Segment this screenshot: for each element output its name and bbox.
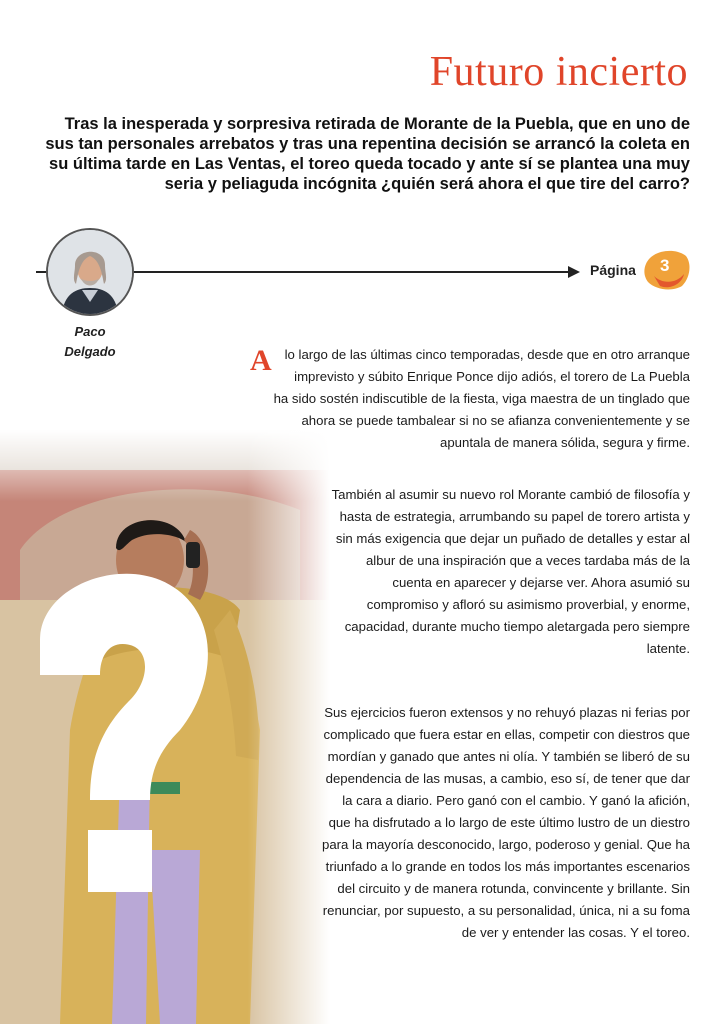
arrow-icon [568,266,580,278]
paragraph-2: También al asumir su nuevo rol Morante cambió de filosofía y hasta de estrategia, arrumbando su papel de torero artista y sin más exigencia que dejar un puñado de detalles y estar al albur de una inspiración que a veces tardaba más de la cuenta en aparecer y dejarse ver. Ahora asumió su compromiso y afloró su asimismo proverbial, y enorme, capacidad, durante mucho tiempo aletargada pero siempre latente. [331,487,690,656]
bullfighter-photo [0,430,330,1024]
author-name [58,322,122,362]
author-last-name: Delgado [64,344,116,359]
paragraph-3: Sus ejercicios fueron extensos y no rehuyó plazas ni ferias por complicado que fuera estar en ellas, competir con diestros que mordían y ganado que antes ni olía. Y también se liberó de su dependencia de las musas, a cambio, eso sí, de tener que dar la cara a diario. Pero ganó con el cambio. Y ganó la afición, que ha disfrutado a lo largo de este último lustro de un diestro para la mayoría desconocido, largo, poderoso y genial. Que ha triunfado a lo grande en todos los más importantes escenarios del circuito y de manera rotunda, convincente y brillante. Sin renunciar, por supuesto, a su personalidad, única, ni a su foma de ver y entender las cosas. Y el toreo. [321,705,690,940]
article-lead: Tras la inesperada y sorpresiva retirada de Morante de la Puebla, que en uno de sus tan personales arrebatos y tras una repentina decisión se arrancó la coleta en su última tarde en Las Ventas, el toreo queda tocado y ante sí se plantea una muy seria y peliaguda incógnita ¿quién será ahora el que tire del carro? [45,115,690,193]
article-title: Futuro incierto [429,49,688,95]
page-label: Página [590,262,636,278]
paragraph-1 [250,344,690,454]
author-avatar [46,228,134,316]
drop-cap: A [250,344,272,377]
paragraph-1-text: lo largo de las últimas cinco temporadas, desde que en otro arranque imprevisto y súbito Enrique Ponce dijo adiós, el torero de La Puebla ha sido sostén indiscutible de la fiesta, viga maestra de un tinglado que ahora se puede tambalear si no se afianza convenientemente y se apuntala de manera sólida, segura y firme. [273,347,690,450]
page-number: 3 [660,256,670,275]
author-first-name: Paco [74,324,106,339]
